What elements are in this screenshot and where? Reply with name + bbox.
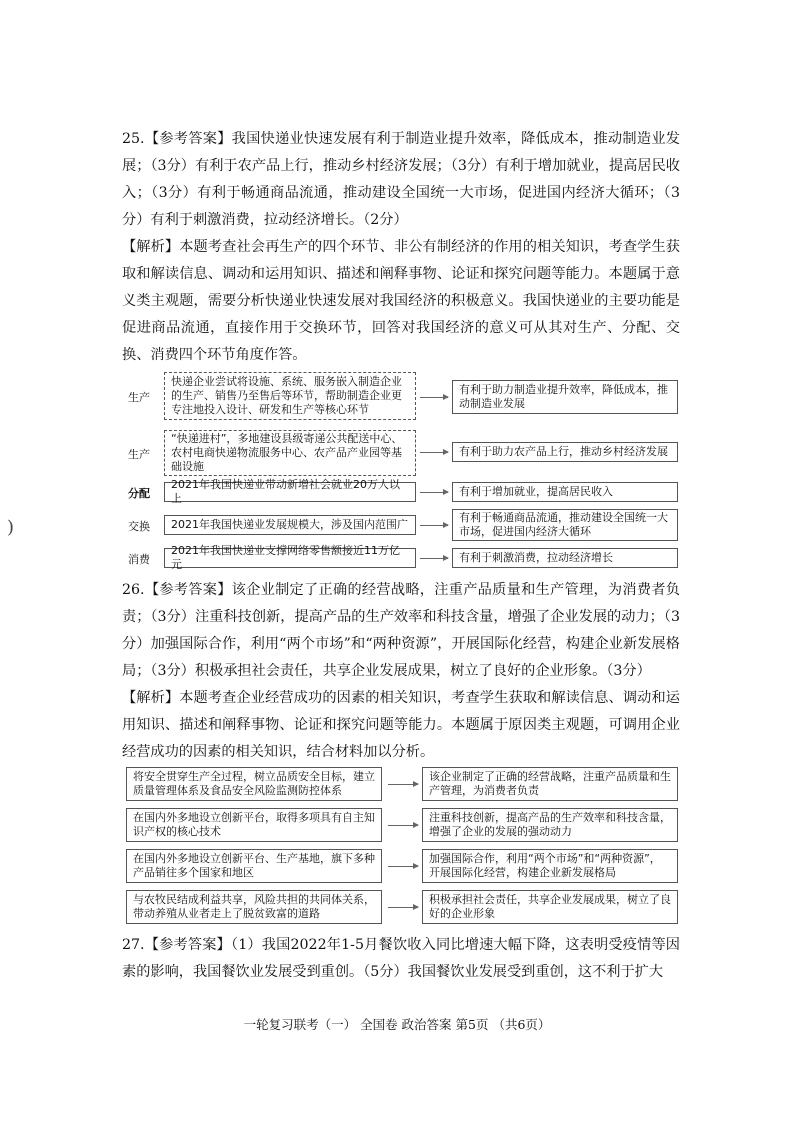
diagram-row <box>122 767 682 801</box>
meaning-box: 有利于畅通商品流通，推动建设全国统一大市场，促进国内经济大循环 <box>452 509 678 541</box>
meaning-box: 有利于刺激消费，拉动经济增长 <box>452 548 678 568</box>
q27-answer: 27.【参考答案】（1）我国2022年1-5月餐饮收入同比增速大幅下降，这表明受疫情等因素的影响，我国餐饮业发展受到重创。（5分）我国餐饮业发展受到重创，这不利于扩大 <box>122 937 680 980</box>
q25-analysis: 【解析】本题考查社会再生产的四个环节、非公有制经济的作用的相关知识，考查学生获取和解读信息、调动和运用知识、描述和阐释事物、论证和探究问题等能力。本题属于意义类主观题，需要分析快递业快速发展对我国经济的积极意义。我国快递业的主要功能是促进商品流通，直接作用于交换环节，回答对我国经济的意义可从其对生产、分配、交换、消费四个环节角度作答。 <box>122 239 680 363</box>
diagram-row <box>122 478 682 505</box>
row-label: 生产 <box>128 448 150 461</box>
material-box: 将安全贯穿生产全过程，树立品质安全目标，建立质量管理体系及食品安全风险监测防控体系 <box>126 767 382 801</box>
arrow-icon <box>420 452 448 453</box>
arrow-icon <box>388 866 418 867</box>
material-box: 2021年我国快递业发展规模大，涉及国内范围广 <box>164 515 416 535</box>
meaning-box: 有利于增加就业，提高居民收入 <box>452 482 678 502</box>
meaning-box: 积极承担社会责任，共享企业发展成果，树立了良好的企业形象 <box>422 890 678 924</box>
material-box: 2021年我国快递业支撑网络零售额接近11万亿元 <box>164 548 416 568</box>
material-box: 在国内外多地设立创新平台、生产基地，旗下多种产品销往多个国家和地区 <box>126 849 382 883</box>
diagram-row <box>122 890 682 924</box>
row-label: 生产 <box>128 391 150 404</box>
diagram-row <box>122 544 682 571</box>
meaning-box: 加强国际合作，利用“两个市场”和“两种资源”，开展国际化经营，构建企业新发展格局 <box>422 849 678 883</box>
diagram-row <box>122 509 682 541</box>
diagram-row <box>122 430 682 476</box>
row-label: 交换 <box>128 520 150 533</box>
arrow-icon <box>420 558 448 559</box>
q25-answer: 25.【参考答案】我国快递业快速发展有利于制造业提升效率，降低成本，推动制造业发展；（3分）有利于农产品上行，推动乡村经济发展；（3分）有利于增加就业，提高居民收入；（3分）有利于畅通商品流通，推动建设全国统一大市场，促进国内经济大循环；（3分）有利于刺激消费，拉动经济增长。（2分） <box>122 131 680 228</box>
page-footer: 一轮复习联考（一） 全国卷 政治答案 第5页 （共6页） <box>243 1017 551 1032</box>
q26-analysis: 【解析】本题考查企业经营成功的因素的相关知识，考查学生获取和解读信息、调动和运用知识、描述和阐释事物、论证和探究问题等能力。本题属于原因类主观题，可调用企业经营成功的因素的相关知识，结合材料加以分析。 <box>122 690 680 760</box>
material-box: 快递企业尝试将设施、系统、服务嵌入制造企业的生产、销售乃至售后等环节，帮助制造企业更专注地投入设计、研发和生产等核心环节 <box>164 372 416 420</box>
meaning-box: 有利于助力制造业提升效率，降低成本，推动制造业发展 <box>452 380 678 414</box>
arrow-icon <box>420 525 448 526</box>
diagram-row <box>122 372 682 420</box>
meaning-box: 有利于助力农产品上行，推动乡村经济发展 <box>452 442 678 462</box>
material-box: 与农牧民结成利益共享，风险共担的共同体关系，带动养殖从业者走上了脱贫致富的道路 <box>126 890 382 924</box>
meaning-box: 该企业制定了正确的经营战略，注重产品质量和生产管理，为消费者负责 <box>422 767 678 801</box>
material-box: 在国内外多地设立创新平台，取得多项具有自主知识产权的核心技术 <box>126 808 382 842</box>
row-label: 消费 <box>128 553 150 566</box>
meaning-box: 注重科技创新，提高产品的生产效率和科技含量，增强了企业的发展的强动动力 <box>422 808 678 842</box>
arrow-icon <box>388 825 418 826</box>
diagram-row <box>122 849 682 883</box>
arrow-icon <box>388 784 418 785</box>
arrow-icon <box>388 907 418 908</box>
row-label: 分配 <box>128 487 150 500</box>
arrow-icon <box>420 492 448 493</box>
arrow-icon <box>420 397 448 398</box>
material-box: “快递进村”，多地建设县级寄递公共配送中心、农村电商快递物流服务中心、农产品产业园等基础设施 <box>164 430 416 476</box>
material-box: 2021年我国快递业带动新增社会就业20万人以上 <box>164 482 416 502</box>
diagram-row <box>122 808 682 842</box>
stray-mark: ) <box>7 517 15 538</box>
q26-answer: 26.【参考答案】该企业制定了正确的经营战略，注重产品质量和生产管理，为消费者负责；（3分）注重科技创新，提高产品的生产效率和科技含量，增强了企业发展的动力；（3分）加强国际合作，利用“两个市场”和“两种资源”，开展国际化经营，构建企业新发展格局；（3分）积极承担社会责任，共享企业发展成果，树立了良好的企业形象。（3分） <box>122 582 680 679</box>
